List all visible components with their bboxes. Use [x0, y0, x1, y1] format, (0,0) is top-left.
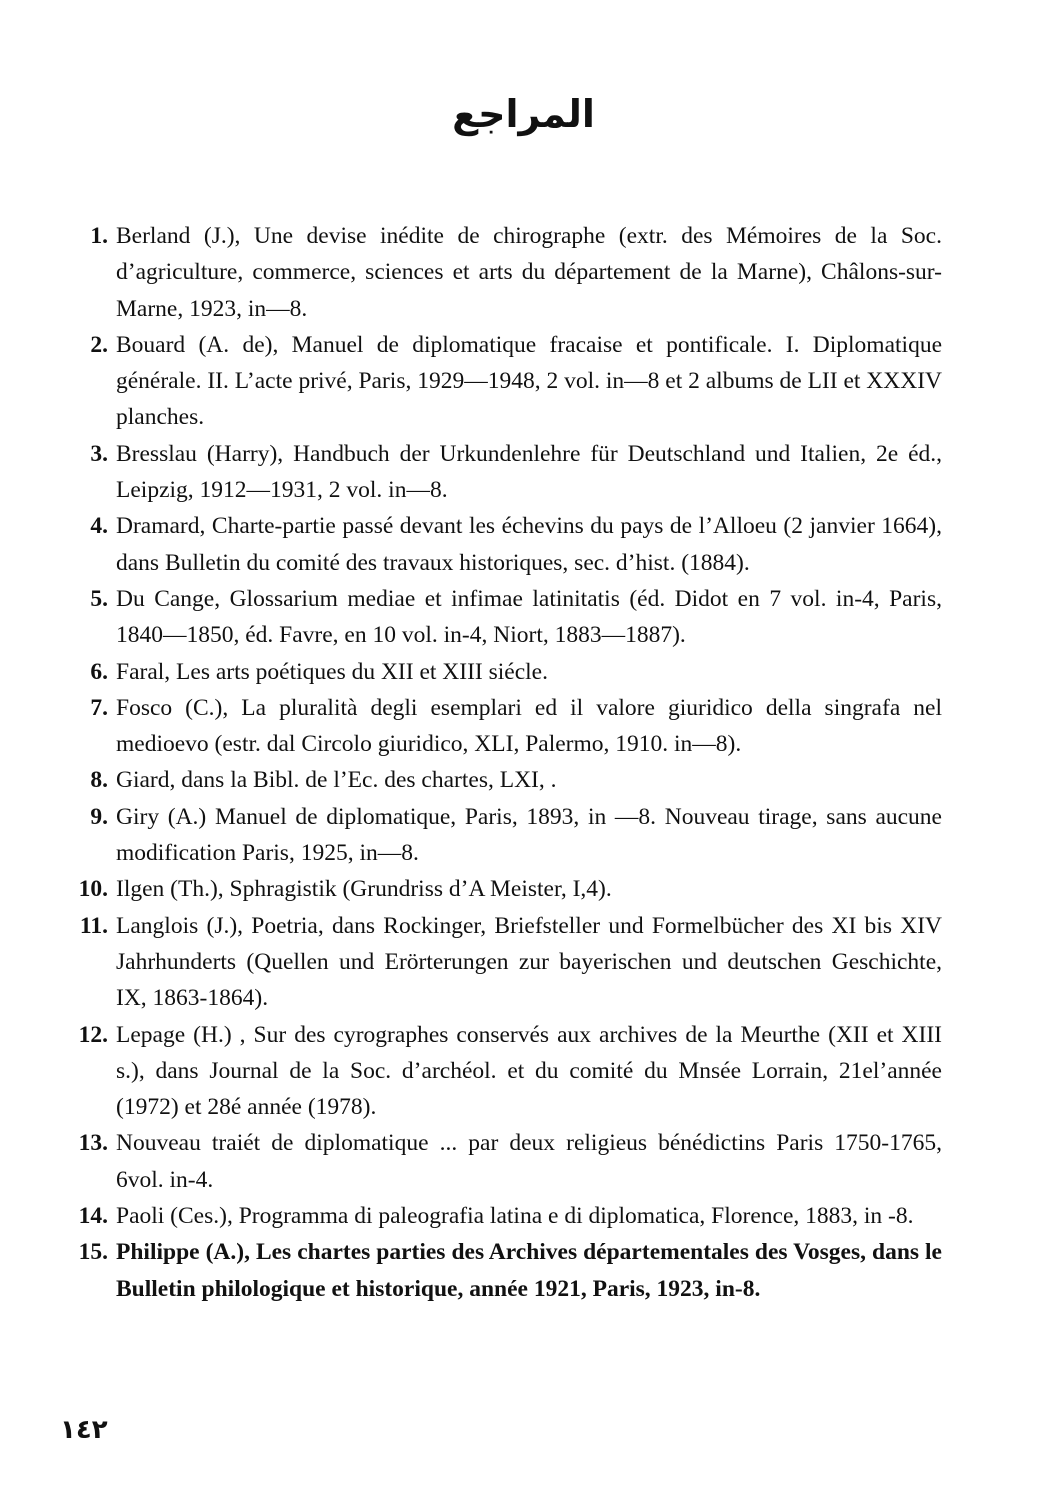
reference-text: Faral, Les arts poétiques du XII et XIII siécle.: [116, 658, 548, 685]
reference-text: Fosco (C.), La pluralità degli esemplari ed il valore giuridico della singrafa nel medioevo (estr. dal Circolo giuridico, XLI, Palermo, 1910. in—8).: [116, 694, 942, 758]
reference-number: 1.: [90, 223, 108, 249]
reference-number: 7.: [90, 694, 108, 721]
reference-number: 2.: [90, 331, 108, 358]
reference-number: 12.: [78, 1021, 108, 1048]
reference-number: 14.: [78, 1203, 108, 1230]
page-number: ١٤٢: [60, 1415, 108, 1445]
list-item: [62, 871, 942, 907]
reference-number: 11.: [79, 912, 108, 939]
reference-text: Du Cange, Glossarium mediae et infimae latinitatis (éd. Didot en 7 vol. in-4, Paris, 1840—1850, éd. Favre, en 10 vol. in-4, Niort, 1883—1887).: [116, 585, 942, 649]
reference-number: 6.: [90, 658, 108, 685]
reference-text: Bouard (A. de), Manuel de diplomatique fracaise et pontificale. I. Diplomatique générale. II. L’acte privé, Paris, 1929—1948, 2 vol. in—8 et 2 albums de LII et XXXIV planches.: [116, 331, 942, 431]
list-item: [62, 1234, 942, 1307]
reference-text: Paoli (Ces.), Programma di paleografia latina e di diplomatica, Florence, 1883, in -8.: [116, 1203, 914, 1230]
list-item: [62, 908, 942, 1017]
list-item: [62, 1125, 942, 1198]
list-item: [62, 690, 942, 763]
list-item: [62, 327, 942, 436]
reference-text: Ilgen (Th.), Sphragistik (Grundriss d’A Meister, I,4).: [116, 876, 612, 903]
reference-list: [62, 218, 942, 1307]
reference-number: 13.: [78, 1130, 108, 1157]
reference-number: 4.: [90, 513, 108, 540]
reference-text: Nouveau traiét de diplomatique ... par deux religieus bénédictins Paris 1750-1765, 6vol. in-4.: [116, 1130, 942, 1193]
reference-text: Langlois (J.), Poetria, dans Rockinger, Briefsteller und Formelbücher des XI bis XIV Jahrhunderts (Quellen und Erörterungen zur bayerischen und deutschen Geschichte, IX, 1863-1864).: [116, 912, 942, 1012]
reference-text: Giard, dans la Bibl. de l’Ec. des chartes, LXI, .: [116, 767, 557, 794]
list-item: [62, 218, 942, 327]
list-item: [62, 1017, 942, 1126]
page-title: المراجع: [452, 92, 595, 136]
list-item: [62, 654, 942, 690]
reference-number: 15.: [78, 1239, 108, 1266]
list-item: [62, 762, 942, 798]
reference-text: Bresslau (Harry), Handbuch der Urkundenlehre für Deutschland und Italien, 2e éd., Leipzig, 1912—1931, 2 vol. in—8.: [116, 440, 942, 504]
reference-number: 8.: [90, 767, 108, 794]
reference-text: Dramard, Charte-partie passé devant les échevins du pays de l’Alloeu (2 janvier 1664), dans Bulletin du comité des travaux historiques, sec. d’hist. (1884).: [116, 513, 942, 576]
list-item: [62, 581, 942, 654]
list-item: [62, 508, 942, 581]
list-item: [62, 1198, 942, 1234]
list-item: [62, 799, 942, 872]
reference-text: Philippe (A.), Les chartes parties des Archives départementales des Vosges, dans le Bulletin philologique et historique, année 1921, Paris, 1923, in-8.: [116, 1239, 942, 1302]
reference-text: Lepage (H.) , Sur des cyrographes conservés aux archives de la Meurthe (XII et XIII s.), dans Journal de la Soc. d’archéol. et du comité du Mnsée Lorrain, 21el’année (1972) et 28é année (1978).: [116, 1021, 942, 1121]
reference-text: Berland (J.), Une devise inédite de chirographe (extr. des Mémoires de la Soc. d’agriculture, commerce, sciences et arts du département de la Marne), Châlons-sur-Marne, 1923, in—8.: [116, 223, 942, 322]
reference-text: Giry (A.) Manuel de diplomatique, Paris, 1893, in —8. Nouveau tirage, sans aucune modification Paris, 1925, in—8.: [116, 803, 942, 867]
reference-number: 10.: [78, 876, 108, 903]
reference-number: 5.: [90, 585, 108, 612]
reference-number: 3.: [90, 440, 108, 467]
list-item: [62, 436, 942, 509]
reference-number: 9.: [90, 803, 108, 830]
